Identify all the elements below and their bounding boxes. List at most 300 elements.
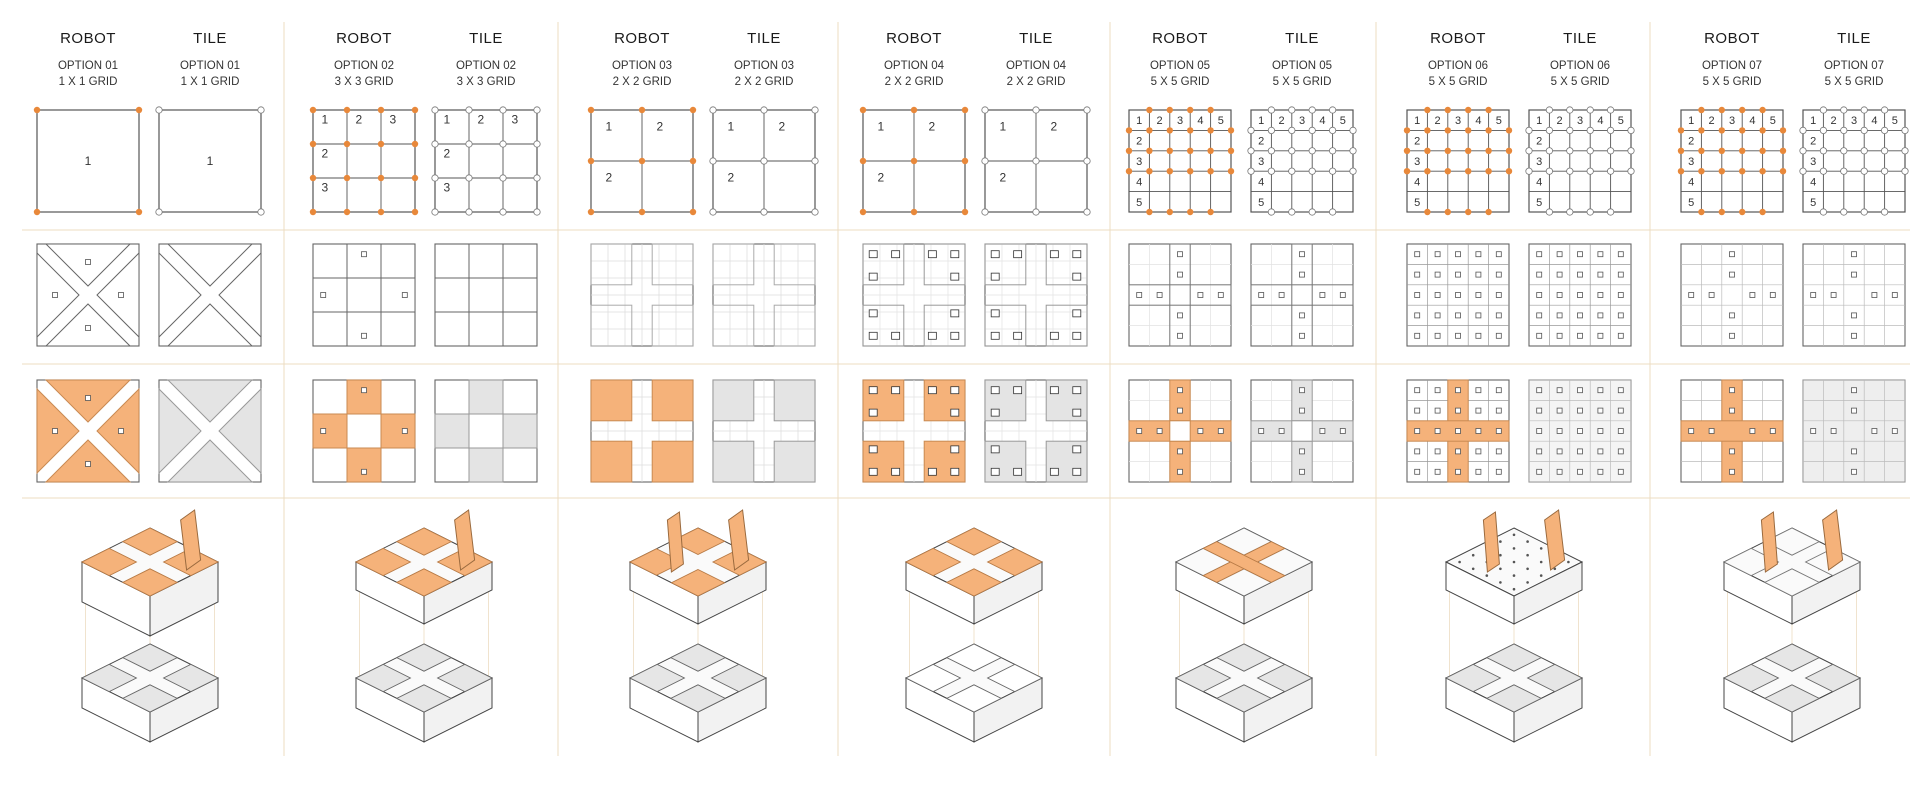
- connector-mark: [1178, 449, 1183, 454]
- grid-dot: [1567, 561, 1570, 564]
- joint-ring: [500, 175, 506, 181]
- joint-ring: [1268, 127, 1274, 133]
- connector-mark: [53, 429, 58, 434]
- connector-mark: [1476, 272, 1481, 277]
- isometric-assembly: [1724, 510, 1860, 742]
- grid-cell-number: 5: [1891, 115, 1898, 128]
- grid-diagram: [1126, 107, 1234, 215]
- grid-cell-number: 5: [1536, 196, 1543, 209]
- joint-dot: [310, 209, 316, 215]
- connector-mark: [928, 332, 936, 339]
- joint-dot: [1167, 107, 1173, 113]
- connector-mark: [1557, 313, 1562, 318]
- grid-cell-number: 1: [1136, 115, 1143, 128]
- joint-ring: [466, 107, 472, 113]
- connector-mark: [86, 396, 91, 401]
- joint-dot: [1207, 107, 1213, 113]
- connector-mark: [1852, 388, 1857, 393]
- joint-ring: [1841, 107, 1847, 113]
- joint-ring: [1607, 168, 1613, 174]
- joint-dot: [1465, 107, 1471, 113]
- joint-ring: [812, 107, 818, 113]
- connector-mark: [1852, 408, 1857, 413]
- grid-dot: [1513, 561, 1516, 564]
- isometric-assembly: [356, 510, 492, 742]
- joint-dot: [962, 209, 968, 215]
- column-option-label: OPTION 01: [57, 60, 119, 72]
- pattern-diagram: [863, 244, 965, 346]
- joint-dot: [690, 209, 696, 215]
- grid-cell-number: 2: [1414, 135, 1421, 148]
- joint-ring: [1526, 148, 1532, 154]
- grid-cell-number: 3: [1728, 115, 1736, 128]
- connector-mark: [1073, 387, 1081, 394]
- joint-ring: [1329, 127, 1335, 133]
- connector-mark: [1730, 272, 1735, 277]
- joint-ring: [1546, 168, 1552, 174]
- connector-mark: [1496, 429, 1501, 434]
- joint-dot: [1146, 209, 1152, 215]
- connector-mark: [991, 468, 999, 475]
- connector-mark: [1456, 313, 1461, 318]
- connector-mark: [1456, 449, 1461, 454]
- joint-dot: [310, 141, 316, 147]
- joint-ring: [1350, 168, 1356, 174]
- grid-cell-number: 4: [1597, 115, 1604, 128]
- filled-pattern-diagram: [159, 380, 261, 482]
- connector-mark: [1435, 252, 1440, 257]
- connector-mark: [1557, 429, 1562, 434]
- grid-cell-number: 5: [1495, 115, 1502, 128]
- connector-mark: [1300, 469, 1305, 474]
- connector-mark: [1279, 429, 1284, 434]
- grid-cell-number: 3: [1688, 156, 1695, 168]
- joint-ring: [1546, 107, 1552, 113]
- column-grid-label: 2 X 2 GRID: [612, 76, 672, 88]
- connector-mark: [1435, 333, 1440, 338]
- joint-dot: [378, 175, 384, 181]
- joint-ring: [761, 158, 767, 164]
- isometric-assembly: [1446, 510, 1582, 742]
- grid-dot: [1499, 554, 1502, 557]
- filled-pattern-diagram: [863, 380, 965, 482]
- connector-mark: [951, 273, 959, 280]
- joint-dot: [1739, 107, 1745, 113]
- grid-dot: [1513, 534, 1516, 537]
- joint-ring: [1902, 127, 1908, 133]
- joint-ring: [1248, 168, 1254, 174]
- joint-dot: [911, 158, 917, 164]
- grid-cell-number: 1: [1414, 115, 1421, 128]
- joint-dot: [1678, 148, 1684, 154]
- joint-dot: [344, 175, 350, 181]
- connector-mark: [1435, 388, 1440, 393]
- connector-mark: [1537, 469, 1542, 474]
- joint-dot: [1445, 168, 1451, 174]
- cross-panel: [347, 448, 381, 482]
- column-role-label: ROBOT: [60, 30, 116, 47]
- joint-ring: [1268, 148, 1274, 154]
- joint-dot: [588, 209, 594, 215]
- joint-ring: [258, 107, 264, 113]
- connector-mark: [1578, 272, 1583, 277]
- connector-mark: [1178, 388, 1183, 393]
- joint-ring: [432, 107, 438, 113]
- column-grid-label: 3 X 3 GRID: [334, 76, 394, 88]
- cross-strip: [1681, 421, 1783, 441]
- connector-mark: [1198, 429, 1203, 434]
- joint-dot: [1678, 127, 1684, 133]
- joint-dot: [911, 107, 917, 113]
- grid-dot: [1540, 561, 1543, 564]
- connector-mark: [991, 332, 999, 339]
- connector-mark: [321, 293, 326, 298]
- joint-dot: [1485, 148, 1491, 154]
- grid-dot: [1540, 574, 1543, 577]
- grid-dot: [1526, 568, 1529, 571]
- pattern-diagram: [313, 244, 415, 346]
- joint-ring: [1587, 127, 1593, 133]
- joint-ring: [500, 141, 506, 147]
- joint-dot: [1445, 209, 1451, 215]
- joint-ring: [1084, 209, 1090, 215]
- filled-pattern-diagram: [1803, 380, 1905, 482]
- joint-dot: [1404, 127, 1410, 133]
- pattern-diagram: [1529, 244, 1631, 346]
- grid-cell-number: 3: [1176, 115, 1184, 128]
- connector-mark: [1476, 449, 1481, 454]
- joint-dot: [1780, 127, 1786, 133]
- connector-mark: [1137, 293, 1142, 298]
- connector-mark: [1730, 449, 1735, 454]
- connector-mark: [1557, 293, 1562, 298]
- grid-cell-number: 1: [1688, 115, 1695, 128]
- connector-mark: [1557, 388, 1562, 393]
- connector-mark: [1557, 469, 1562, 474]
- joint-ring: [1309, 148, 1315, 154]
- connector-mark: [362, 469, 367, 474]
- connector-mark: [951, 310, 959, 317]
- quadrant-panel: [591, 441, 632, 482]
- joint-dot: [962, 158, 968, 164]
- connector-mark: [1892, 293, 1897, 298]
- connector-mark: [1730, 333, 1735, 338]
- quadrant-panel: [591, 380, 632, 421]
- connector-mark: [119, 293, 124, 298]
- connector-mark: [1730, 469, 1735, 474]
- center-cell: [1170, 421, 1190, 441]
- joint-dot: [1506, 127, 1512, 133]
- isometric-assembly: [1176, 528, 1312, 742]
- cross-panel: [347, 312, 381, 346]
- pattern-diagram: [37, 244, 139, 346]
- joint-ring: [534, 141, 540, 147]
- connector-mark: [1259, 429, 1264, 434]
- grid-dot: [1540, 547, 1543, 550]
- grid-dot: [1458, 561, 1461, 564]
- grid-cell-number: 4: [1688, 176, 1695, 189]
- column-grid-label: 5 X 5 GRID: [1824, 76, 1884, 88]
- connector-mark: [1537, 313, 1542, 318]
- column-grid-label: 3 X 3 GRID: [456, 76, 516, 88]
- grid-cell-number: 2: [778, 119, 786, 134]
- isometric-assembly: [630, 510, 766, 742]
- connector-mark: [1435, 469, 1440, 474]
- connector-mark: [1578, 429, 1583, 434]
- connector-mark: [951, 468, 959, 475]
- connector-mark: [1852, 449, 1857, 454]
- connector-mark: [1415, 313, 1420, 318]
- joint-dot: [588, 107, 594, 113]
- column-role-label: ROBOT: [614, 30, 670, 47]
- joint-dot: [1167, 209, 1173, 215]
- grid-cell-number: 3: [1850, 115, 1858, 128]
- joint-dot: [1780, 148, 1786, 154]
- grid-cell-number: 1: [84, 154, 92, 168]
- joint-dot: [1146, 107, 1152, 113]
- cross-panel: [469, 244, 503, 278]
- joint-ring: [1902, 168, 1908, 174]
- joint-ring: [1861, 209, 1867, 215]
- grid-cell-number: 3: [389, 112, 397, 127]
- connector-mark: [1476, 429, 1481, 434]
- column-grid-label: 2 X 2 GRID: [884, 76, 944, 88]
- connector-mark: [1073, 468, 1081, 475]
- grid-dot: [1486, 574, 1489, 577]
- cross-panel: [347, 380, 381, 414]
- joint-dot: [1759, 127, 1765, 133]
- connector-mark: [1689, 429, 1694, 434]
- connector-mark: [86, 462, 91, 467]
- grid-cell-number: 5: [1769, 115, 1776, 128]
- grid-dot: [1513, 588, 1516, 591]
- connector-mark: [1730, 408, 1735, 413]
- joint-dot: [1207, 127, 1213, 133]
- quadrant-panel: [652, 380, 693, 421]
- connector-mark: [1050, 332, 1058, 339]
- connector-mark: [1157, 429, 1162, 434]
- joint-ring: [1881, 209, 1887, 215]
- connector-mark: [1578, 449, 1583, 454]
- connector-mark: [1476, 293, 1481, 298]
- filled-pattern-diagram: [435, 380, 537, 482]
- column-role-label: TILE: [193, 30, 227, 47]
- filled-pattern-diagram: [1129, 380, 1231, 482]
- connector-mark: [1496, 469, 1501, 474]
- filled-pattern-diagram: [1529, 380, 1631, 482]
- joint-dot: [1207, 209, 1213, 215]
- joint-dot: [412, 141, 418, 147]
- connector-mark: [1770, 293, 1775, 298]
- grid-diagram: [1678, 107, 1786, 215]
- joint-ring: [1820, 209, 1826, 215]
- grid-cell-number: 2: [877, 170, 885, 185]
- filled-pattern-diagram: [713, 380, 815, 482]
- connector-mark: [1073, 310, 1081, 317]
- grid-cell-number: 2: [477, 112, 485, 127]
- connector-mark: [362, 388, 367, 393]
- connector-mark: [1831, 293, 1836, 298]
- connector-mark: [1496, 313, 1501, 318]
- connector-mark: [1178, 408, 1183, 413]
- joint-ring: [1567, 148, 1573, 154]
- connector-mark: [1578, 293, 1583, 298]
- joint-ring: [812, 158, 818, 164]
- column-grid-label: 2 X 2 GRID: [1006, 76, 1066, 88]
- grid-cell-number: 2: [1258, 135, 1265, 148]
- connector-mark: [869, 273, 877, 280]
- joint-ring: [1329, 107, 1335, 113]
- grid-cell-number: 1: [1536, 115, 1543, 128]
- grid-cell-number: 4: [1810, 176, 1817, 189]
- connector-mark: [1300, 272, 1305, 277]
- joint-dot: [1167, 168, 1173, 174]
- isometric-assembly: [906, 528, 1042, 742]
- connector-mark: [1852, 272, 1857, 277]
- connector-mark: [1852, 252, 1857, 257]
- connector-mark: [86, 326, 91, 331]
- joint-ring: [1881, 107, 1887, 113]
- connector-mark: [991, 310, 999, 317]
- grid-cell-number: 2: [355, 112, 363, 127]
- joint-ring: [1309, 127, 1315, 133]
- joint-ring: [1587, 148, 1593, 154]
- joint-ring: [1289, 209, 1295, 215]
- quadrant-panel: [713, 441, 754, 482]
- grid-diagram: [310, 107, 418, 215]
- joint-dot: [1424, 168, 1430, 174]
- connector-mark: [869, 251, 877, 258]
- joint-ring: [1820, 127, 1826, 133]
- connector-mark: [1320, 293, 1325, 298]
- joint-ring: [1841, 127, 1847, 133]
- joint-dot: [344, 107, 350, 113]
- column-option-label: OPTION 01: [179, 60, 241, 72]
- joint-dot: [588, 158, 594, 164]
- joint-ring: [1861, 127, 1867, 133]
- connector-mark: [951, 387, 959, 394]
- connector-mark: [928, 468, 936, 475]
- grid-cell-number: 2: [928, 119, 936, 134]
- quadrant-panel: [774, 441, 815, 482]
- column-role-label: TILE: [1019, 30, 1053, 47]
- grid-cell-number: 4: [1258, 176, 1265, 189]
- joint-ring: [156, 209, 162, 215]
- grid-dot: [1472, 554, 1475, 557]
- joint-ring: [1309, 107, 1315, 113]
- connector-mark: [1157, 293, 1162, 298]
- connector-mark: [1456, 469, 1461, 474]
- joint-dot: [1445, 127, 1451, 133]
- joint-dot: [1465, 209, 1471, 215]
- connector-mark: [1598, 429, 1603, 434]
- connector-mark: [1218, 293, 1223, 298]
- connector-mark: [1496, 252, 1501, 257]
- joint-dot: [1485, 107, 1491, 113]
- connector-mark: [951, 446, 959, 453]
- joint-dot: [860, 107, 866, 113]
- connector-mark: [1598, 408, 1603, 413]
- column-option-label: OPTION 02: [333, 60, 395, 72]
- joint-dot: [1146, 148, 1152, 154]
- pattern-outline: [1803, 244, 1905, 346]
- joint-dot: [1506, 168, 1512, 174]
- joint-ring: [1033, 209, 1039, 215]
- connector-mark: [1618, 293, 1623, 298]
- connector-mark: [362, 333, 367, 338]
- joint-ring: [1820, 107, 1826, 113]
- joint-ring: [1881, 168, 1887, 174]
- connector-mark: [1456, 388, 1461, 393]
- connector-mark: [1852, 313, 1857, 318]
- joint-ring: [1350, 148, 1356, 154]
- joint-dot: [1485, 127, 1491, 133]
- joint-ring: [1820, 148, 1826, 154]
- column-option-label: OPTION 06: [1427, 60, 1489, 72]
- joint-ring: [534, 107, 540, 113]
- connector-mark: [1073, 251, 1081, 258]
- connector-mark: [1537, 272, 1542, 277]
- column-grid-label: 5 X 5 GRID: [1272, 76, 1332, 88]
- connector-mark: [402, 293, 407, 298]
- joint-dot: [1759, 107, 1765, 113]
- joint-ring: [1881, 127, 1887, 133]
- pattern-outline: [1251, 244, 1353, 346]
- grid-cell-number: 1: [999, 119, 1007, 134]
- pattern-diagram: [591, 244, 693, 346]
- cross-panel: [469, 448, 503, 482]
- connector-mark: [892, 387, 900, 394]
- connector-mark: [1415, 272, 1420, 277]
- connector-mark: [1557, 333, 1562, 338]
- grid-cell-number: 3: [1576, 115, 1584, 128]
- joint-ring: [432, 141, 438, 147]
- joint-ring: [1289, 107, 1295, 113]
- joint-ring: [1526, 168, 1532, 174]
- joint-ring: [1567, 127, 1573, 133]
- joint-dot: [1739, 209, 1745, 215]
- cross-panel: [469, 312, 503, 346]
- connector-mark: [362, 252, 367, 257]
- connector-mark: [928, 251, 936, 258]
- connector-mark: [1750, 429, 1755, 434]
- grid-cell-number: 2: [1688, 135, 1695, 148]
- connector-mark: [1014, 468, 1022, 475]
- grid-diagram: [860, 107, 968, 215]
- connector-mark: [1456, 429, 1461, 434]
- connector-mark: [869, 446, 877, 453]
- joint-ring: [534, 209, 540, 215]
- connector-mark: [1618, 388, 1623, 393]
- joint-dot: [1228, 148, 1234, 154]
- joint-dot: [1424, 209, 1430, 215]
- connector-mark: [1709, 293, 1714, 298]
- joint-ring: [1607, 107, 1613, 113]
- connector-mark: [1014, 387, 1022, 394]
- grid-cell-number: 3: [321, 180, 329, 195]
- connector-mark: [1770, 429, 1775, 434]
- joint-dot: [1698, 168, 1704, 174]
- connector-mark: [892, 332, 900, 339]
- grid-cell-number: 2: [1136, 135, 1143, 148]
- cross-panel: [381, 278, 415, 312]
- grid-cell-number: 2: [321, 146, 329, 161]
- cross-panel: [313, 278, 347, 312]
- joint-dot: [962, 107, 968, 113]
- grid-dot: [1499, 581, 1502, 584]
- connector-mark: [1415, 449, 1420, 454]
- connector-mark: [1300, 333, 1305, 338]
